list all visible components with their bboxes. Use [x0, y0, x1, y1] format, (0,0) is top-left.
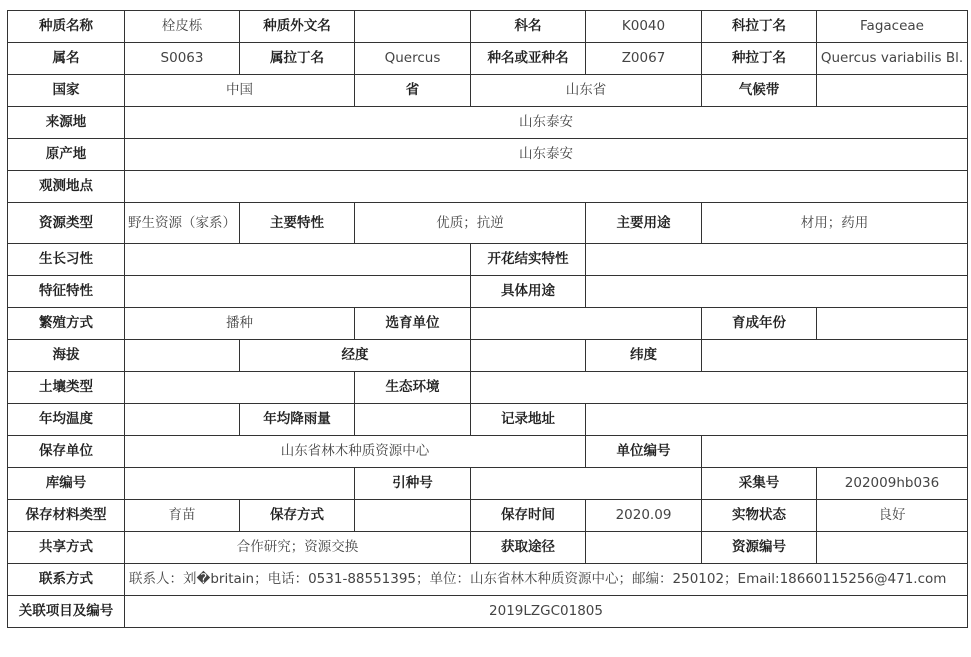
label-ecological-environment: 生态环境 — [355, 372, 471, 404]
row-source — [8, 107, 968, 139]
label-characteristics: 特征特性 — [8, 276, 125, 308]
label-physical-status: 实物状态 — [702, 500, 817, 532]
label-species-name: 种名或亚种名 — [471, 43, 586, 75]
value-longitude — [471, 340, 586, 372]
row-project — [8, 596, 968, 628]
value-genus-name: S0063 — [125, 43, 240, 75]
row-preservation-unit — [8, 436, 968, 468]
label-family-latin: 科拉丁名 — [702, 11, 817, 43]
value-collection-number: 202009hb036 — [817, 468, 968, 500]
value-preservation-time: 2020.09 — [586, 500, 702, 532]
value-main-uses: 材用；药用 — [702, 203, 968, 244]
value-bank-number — [125, 468, 355, 500]
label-province: 省 — [355, 75, 471, 107]
value-breeding-unit — [471, 308, 702, 340]
label-climate-zone: 气候带 — [702, 75, 817, 107]
row-soil — [8, 372, 968, 404]
value-altitude — [125, 340, 240, 372]
label-preservation-method: 保存方式 — [240, 500, 355, 532]
label-country: 国家 — [8, 75, 125, 107]
value-species-latin: Quercus variabilis Bl. — [817, 43, 968, 75]
label-foreign-name: 种质外文名 — [240, 11, 355, 43]
value-foreign-name — [355, 11, 471, 43]
row-observation — [8, 171, 968, 203]
value-germplasm-name: 栓皮栎 — [125, 11, 240, 43]
label-growth-habit: 生长习性 — [8, 244, 125, 276]
value-observation-site — [125, 171, 968, 203]
label-unit-number: 单位编号 — [586, 436, 702, 468]
value-sharing-method: 合作研究；资源交换 — [125, 532, 471, 564]
label-genus-name: 属名 — [8, 43, 125, 75]
label-annual-temperature: 年均温度 — [8, 404, 125, 436]
label-breeding-unit: 选育单位 — [355, 308, 471, 340]
row-material-type — [8, 500, 968, 532]
label-specific-uses: 具体用途 — [471, 276, 586, 308]
label-material-type: 保存材料类型 — [8, 500, 125, 532]
row-altitude — [8, 340, 968, 372]
label-main-traits: 主要特性 — [240, 203, 355, 244]
value-source-place: 山东泰安 — [125, 107, 968, 139]
label-main-uses: 主要用途 — [586, 203, 702, 244]
value-origin-place: 山东泰安 — [125, 139, 968, 171]
label-origin-place: 原产地 — [8, 139, 125, 171]
germplasm-info-table — [7, 10, 968, 628]
value-record-address — [586, 404, 968, 436]
row-temperature — [8, 404, 968, 436]
label-longitude: 经度 — [240, 340, 471, 372]
value-material-type: 育苗 — [125, 500, 240, 532]
row-bank-number — [8, 468, 968, 500]
row-contact — [8, 564, 968, 596]
row-resource-type — [8, 203, 968, 244]
row-sharing — [8, 532, 968, 564]
label-resource-type: 资源类型 — [8, 203, 125, 244]
label-propagation-method: 繁殖方式 — [8, 308, 125, 340]
value-flowering-fruiting — [586, 244, 968, 276]
row-origin — [8, 139, 968, 171]
label-source-place: 来源地 — [8, 107, 125, 139]
label-acquisition-route: 获取途径 — [471, 532, 586, 564]
label-bank-number: 库编号 — [8, 468, 125, 500]
value-unit-number — [702, 436, 968, 468]
value-country: 中国 — [125, 75, 355, 107]
row-germplasm-name — [8, 11, 968, 43]
value-latitude — [702, 340, 968, 372]
value-climate-zone — [817, 75, 968, 107]
value-family-name: K0040 — [586, 11, 702, 43]
value-soil-type — [125, 372, 355, 404]
label-family-name: 科名 — [471, 11, 586, 43]
label-observation-site: 观测地点 — [8, 171, 125, 203]
label-collection-number: 采集号 — [702, 468, 817, 500]
value-characteristics — [125, 276, 471, 308]
value-preservation-unit: 山东省林木种质资源中心 — [125, 436, 586, 468]
value-main-traits: 优质；抗逆 — [355, 203, 586, 244]
label-breeding-year: 育成年份 — [702, 308, 817, 340]
value-propagation-method: 播种 — [125, 308, 355, 340]
value-preservation-method — [355, 500, 471, 532]
row-genus — [8, 43, 968, 75]
value-annual-rainfall — [355, 404, 471, 436]
value-ecological-environment — [471, 372, 968, 404]
value-acquisition-route — [586, 532, 702, 564]
label-record-address: 记录地址 — [471, 404, 586, 436]
label-species-latin: 种拉丁名 — [702, 43, 817, 75]
label-related-project: 关联项目及编号 — [8, 596, 125, 628]
value-family-latin: Fagaceae — [817, 11, 968, 43]
label-germplasm-name: 种质名称 — [8, 11, 125, 43]
label-preservation-time: 保存时间 — [471, 500, 586, 532]
value-introduction-number — [471, 468, 702, 500]
label-contact-info: 联系方式 — [8, 564, 125, 596]
label-flowering-fruiting: 开花结实特性 — [471, 244, 586, 276]
row-growth-habit — [8, 244, 968, 276]
value-resource-number — [817, 532, 968, 564]
value-specific-uses — [586, 276, 968, 308]
row-characteristics — [8, 276, 968, 308]
label-resource-number: 资源编号 — [702, 532, 817, 564]
label-soil-type: 土壤类型 — [8, 372, 125, 404]
label-latitude: 纬度 — [586, 340, 702, 372]
label-altitude: 海拔 — [8, 340, 125, 372]
label-introduction-number: 引种号 — [355, 468, 471, 500]
value-species-name: Z0067 — [586, 43, 702, 75]
label-preservation-unit: 保存单位 — [8, 436, 125, 468]
row-country — [8, 75, 968, 107]
value-contact-info: 联系人：刘�britain；电话：0531-88551395；单位：山东省林木种质资源中心；邮编：250102；Email:18660115256@471.com — [125, 564, 968, 596]
value-physical-status: 良好 — [817, 500, 968, 532]
value-province: 山东省 — [471, 75, 702, 107]
value-genus-latin: Quercus — [355, 43, 471, 75]
row-propagation — [8, 308, 968, 340]
value-annual-temperature — [125, 404, 240, 436]
label-sharing-method: 共享方式 — [8, 532, 125, 564]
value-growth-habit — [125, 244, 471, 276]
value-related-project: 2019LZGC01805 — [125, 596, 968, 628]
label-annual-rainfall: 年均降雨量 — [240, 404, 355, 436]
label-genus-latin: 属拉丁名 — [240, 43, 355, 75]
value-resource-type: 野生资源（家系） — [125, 203, 240, 244]
value-breeding-year — [817, 308, 968, 340]
